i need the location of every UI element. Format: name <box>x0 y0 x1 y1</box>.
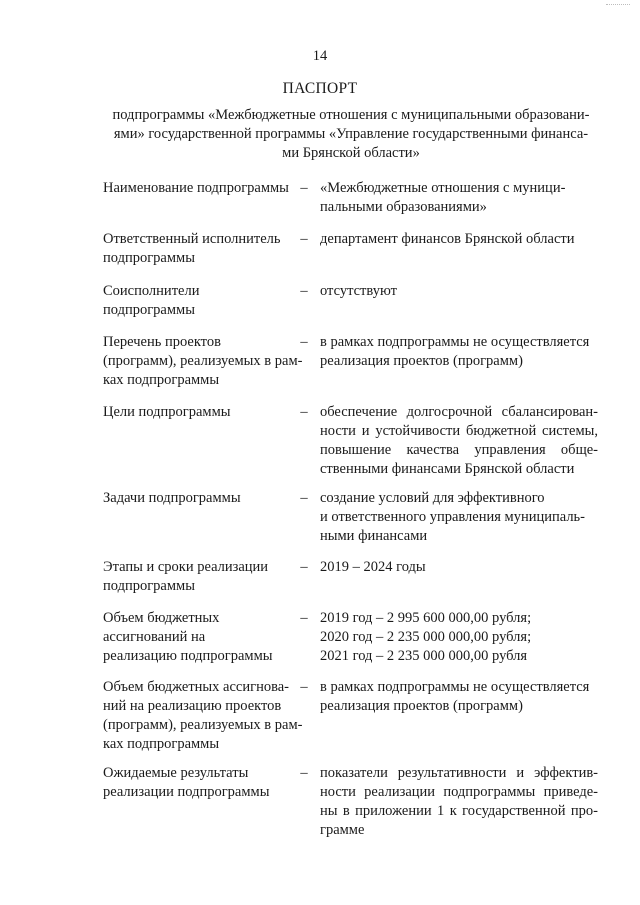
row-value: в рамках подпрограммы не осуществляется реализация проектов (программ) <box>320 334 590 369</box>
row-value: департамент финансов Брянской области <box>320 231 575 247</box>
subtitle-line: подпрограммы «Межбюджетные отношения с муниципальными образовани- <box>112 107 590 123</box>
row-label: Этапы и сроки реализации подпрограммы <box>103 559 269 594</box>
subtitle-line: ями» государственной программы «Управление государственными финанса- <box>113 126 589 142</box>
row-dash: – <box>300 283 308 299</box>
row-label: Перечень проектов (программ), реализуемых в рам- ках подпрограммы <box>103 334 303 388</box>
page-corner-mark <box>606 4 630 5</box>
row-label: Ожидаемые результаты реализации подпрограммы <box>103 765 270 800</box>
row-value: создание условий для эффективного и ответственного управления муниципаль- ными финансами <box>320 490 585 544</box>
row-value: показатели результативности и эффектив- ности реализации подпрограммы приведе- ны в приложении 1 к государственной про- грамме <box>320 765 598 838</box>
row-label: Объем бюджетных ассигнований на реализацию подпрограммы <box>103 610 273 664</box>
row-dash: – <box>300 765 308 781</box>
document-title: ПАСПОРТ <box>282 80 358 97</box>
row-label: Объем бюджетных ассигнова- ний на реализацию проектов (программ), реализуемых в рам- ках подпрограммы <box>103 679 303 752</box>
row-value: обеспечение долгосрочной сбалансирован- ности и устойчивости бюджетной системы, повышение качества управления обще- ственными финансами Брянской области <box>320 404 598 477</box>
row-label: Соисполнители подпрограммы <box>103 283 200 318</box>
row-dash: – <box>300 679 308 695</box>
row-dash: – <box>300 490 308 506</box>
row-label: Наименование подпрограммы <box>103 180 289 196</box>
subtitle-line: ми Брянской области» <box>282 145 420 161</box>
row-dash: – <box>300 231 308 247</box>
row-label: Задачи подпрограммы <box>103 490 241 506</box>
row-dash: – <box>300 404 308 420</box>
row-value: 2019 год – 2 995 600 000,00 рубля; 2020 год – 2 235 000 000,00 рубля; 2021 год – 2 235 000 000,00 рубля <box>320 610 532 664</box>
row-value: отсутствуют <box>320 283 397 299</box>
row-dash: – <box>300 559 308 575</box>
row-value: 2019 – 2024 годы <box>320 559 426 575</box>
row-dash: – <box>300 334 308 350</box>
document-subtitle <box>104 106 598 163</box>
row-dash: – <box>300 180 308 196</box>
row-label: Цели подпрограммы <box>103 404 231 420</box>
row-label: Ответственный исполнитель подпрограммы <box>103 231 281 266</box>
row-value: в рамках подпрограммы не осуществляется реализация проектов (программ) <box>320 679 590 714</box>
row-dash: – <box>300 610 308 626</box>
page-number: 14 <box>312 48 328 64</box>
row-value: «Межбюджетные отношения с муници- пальными образованиями» <box>320 180 566 215</box>
